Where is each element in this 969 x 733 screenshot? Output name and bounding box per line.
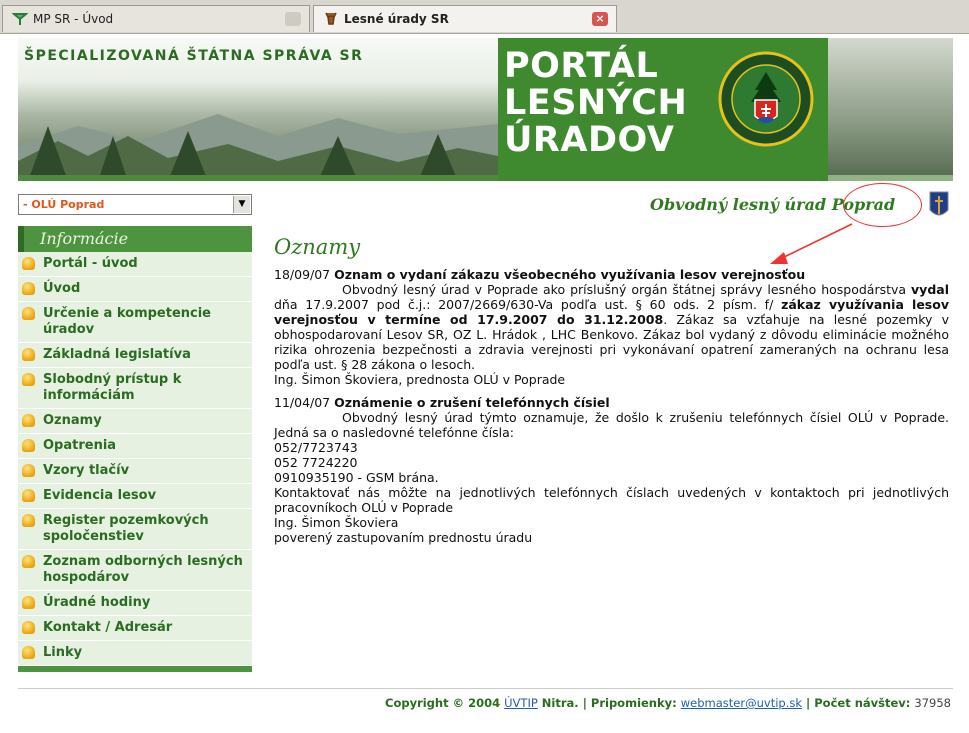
leaf-bullet-icon [22, 307, 35, 320]
tab-close-icon[interactable] [285, 12, 301, 26]
office-name-city: Poprad [831, 195, 896, 214]
leaf-bullet-icon [22, 489, 35, 502]
sidebar [18, 226, 252, 672]
portal-logo-box [498, 38, 828, 181]
footer-separator: | [806, 696, 811, 710]
footer-copyright: Copyright © 2004 [385, 696, 501, 710]
leaf-bullet-icon [22, 257, 35, 270]
footer-divider [18, 688, 953, 689]
news-title: Oznam o vydaní zákazu všeobecného využívania lesov verejnosťou [334, 267, 806, 282]
sidebar-item-register[interactable]: Register pozemkových spoločenstiev [18, 509, 252, 550]
leaf-bullet-icon [22, 464, 35, 477]
tab-label: MP SR - Úvod [33, 12, 114, 26]
sidebar-item-opatrenia[interactable]: Opatrenia [18, 434, 252, 459]
annotation-arrow-icon [760, 220, 860, 270]
leaf-bullet-icon [22, 646, 35, 659]
sidebar-nav [18, 252, 252, 666]
news-date: 11/04/07 [274, 395, 331, 410]
sidebar-item-kontakt[interactable]: Kontakt / Adresár [18, 616, 252, 641]
news-item [274, 395, 949, 545]
leaf-bullet-icon [22, 282, 35, 295]
leaf-bullet-icon [22, 596, 35, 609]
portal-title: PORTÁL LESNÝCH ÚRADOV [504, 46, 688, 160]
mountain-landscape-image [18, 106, 498, 181]
sidebar-item-vzory[interactable]: Vzory tlačív [18, 459, 252, 484]
state-emblem-icon [717, 50, 815, 148]
phone-number: 052/7723743 [274, 440, 358, 455]
phone-number: 052 7724220 [274, 455, 358, 470]
footer-email-link[interactable]: webmaster@uvtip.sk [680, 696, 803, 710]
leaf-bullet-icon [22, 621, 35, 634]
header-bar [18, 175, 498, 181]
leaf-bullet-icon [22, 348, 35, 361]
news-title: Oznámenie o zrušení telefónnych čísiel [334, 395, 610, 410]
news-signature-role: poverený zastupovaním prednostu úradu [274, 530, 533, 545]
header-banner [18, 38, 953, 181]
sidebar-item-oznamy[interactable]: Oznamy [18, 409, 252, 434]
news-header [274, 395, 949, 410]
footer [385, 696, 951, 710]
office-select[interactable] [18, 194, 252, 215]
chevron-down-icon[interactable]: ▼ [233, 196, 250, 213]
footer-visits-count: 37958 [914, 696, 951, 710]
close-icon[interactable]: × [592, 12, 608, 26]
news-header [274, 267, 949, 282]
leaf-bullet-icon [22, 555, 35, 568]
news-date: 18/09/07 [274, 267, 331, 282]
sidebar-item-hodiny[interactable]: Úradné hodiny [18, 591, 252, 616]
header-bar [828, 175, 953, 181]
sidebar-item-zoznam[interactable]: Zoznam odborných lesných hospodárov [18, 550, 252, 591]
sidebar-heading: Informácie [18, 226, 252, 252]
sidebar-footer-bar [18, 666, 252, 672]
leaf-bullet-icon [22, 514, 35, 527]
leaf-bullet-icon [22, 414, 35, 427]
news-item [274, 267, 949, 387]
page-title: Oznamy [274, 235, 361, 259]
news-signature: Ing. Šimon Škoviera, prednosta OLÚ v Poprade [274, 372, 566, 387]
footer-separator: | [582, 696, 587, 710]
tab-mp-sr[interactable] [2, 5, 310, 32]
footer-org-link[interactable]: ÚVTIP [504, 696, 538, 710]
leaf-bullet-icon [22, 439, 35, 452]
tab-label: Lesné úrady SR [344, 12, 449, 26]
ministry-icon [12, 12, 28, 26]
sidebar-item-linky[interactable]: Linky [18, 641, 252, 666]
leaf-bullet-icon [22, 373, 35, 386]
forest-image [828, 38, 953, 181]
browser-tabbar [0, 0, 969, 34]
crest-icon [928, 190, 950, 222]
sidebar-item-portal-uvod[interactable]: Portál - úvod [18, 252, 252, 277]
news-body: Obvodný lesný úrad týmto oznamuje, že došlo k zrušeniu telefónnych čísiel OLÚ v Poprade. Jedná sa o nasledovné telefónne čísla: [274, 410, 949, 440]
sidebar-item-pristup[interactable]: Slobodný prístup k informáciám [18, 368, 252, 409]
site-tagline: ŠPECIALIZOVANÁ ŠTÁTNA SPRÁVA SR [24, 48, 364, 64]
deer-icon [323, 12, 339, 26]
sidebar-item-legislativa[interactable]: Základná legislatíva [18, 343, 252, 368]
tab-lesne-urady[interactable] [313, 5, 617, 32]
office-select-value: - OLÚ Poprad [23, 198, 105, 211]
phone-number: 0910935190 - GSM brána. [274, 470, 439, 485]
office-name-prefix: Obvodný lesný úrad [650, 195, 827, 214]
footer-remarks-label: Pripomienky: [590, 696, 677, 710]
news-list [274, 267, 949, 553]
sidebar-item-evidencia[interactable]: Evidencia lesov [18, 484, 252, 509]
sidebar-item-urcenie[interactable]: Určenie a kompetencie úradov [18, 302, 252, 343]
news-body: Kontaktovať nás môžte na jednotlivých telefónnych číslach uvedených v kontaktoch pri jednotlivých pracovníkoch OLÚ v Poprade [274, 485, 949, 515]
footer-org-suffix: Nitra. [541, 696, 579, 710]
news-body: Obvodný lesný úrad v Poprade ako príslušný orgán štátnej správy lesného hospodárstva vydal dňa 17.9.2007 pod č.j.: 2007/2669/630-Va podľa ust. § 60 ods. 2 písm. f/ zákaz využívania lesov verejnosťou v termíne od 17.9.2007 do 31.12.2008. Zákaz sa vzťahuje na lesné pozemky v obhospodarovaní Lesov SR, OZ L. Hrádok , LHC Benkovo. Zákaz bol vydaný z dôvodu eliminácie možného rizika ohrozenia bezpečnosti a zdravia verejnosti pri vykonávaní opatrení zameraných na ochranu lesa podľa ust. § 28 zákona o lesoch. [274, 282, 949, 372]
sidebar-item-uvod[interactable]: Úvod [18, 277, 252, 302]
footer-visits-label: Počet návštev: [814, 696, 911, 710]
news-signature: Ing. Šimon Škoviera [274, 515, 399, 530]
